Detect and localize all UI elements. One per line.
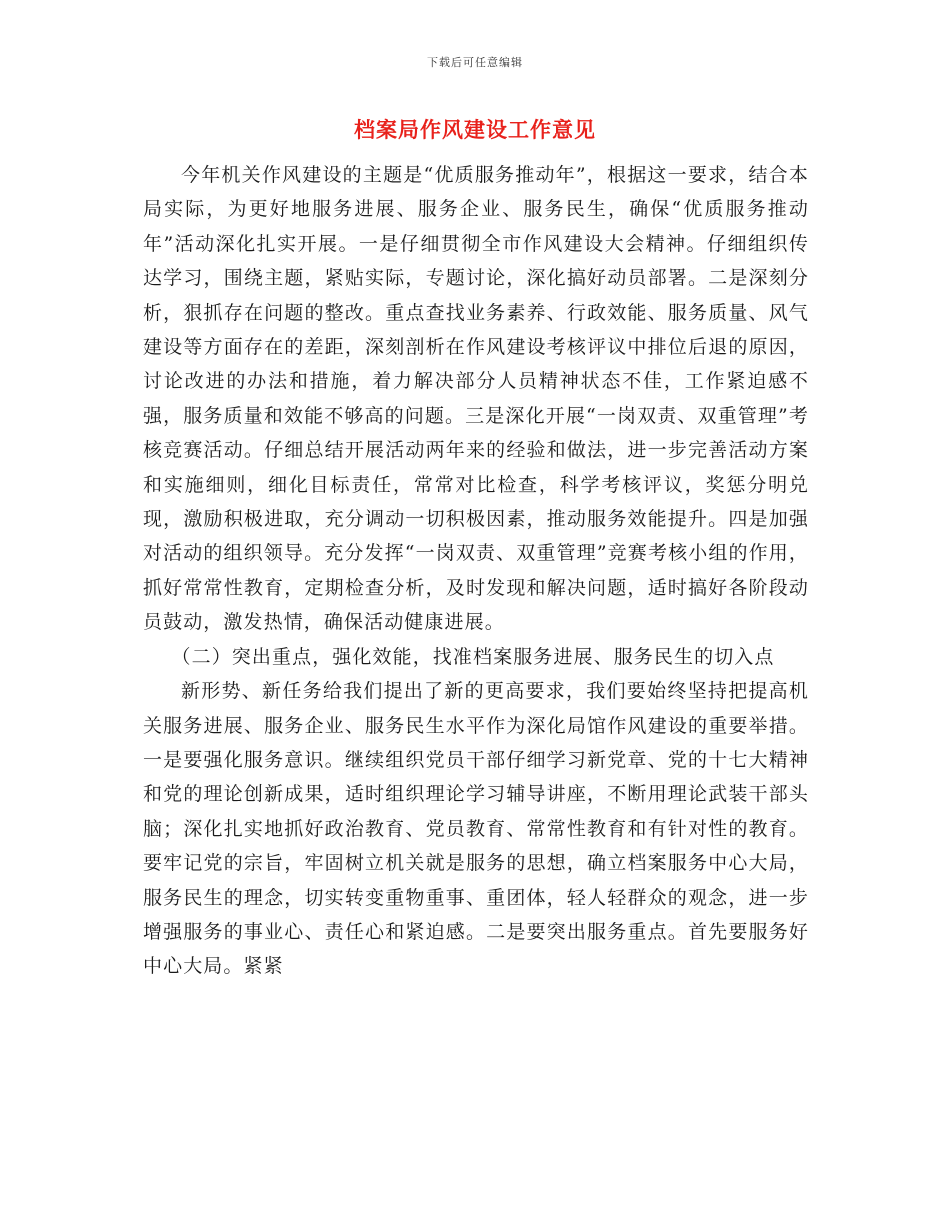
document-title: 档案局作风建设工作意见 [354, 117, 596, 142]
page-header-note: 下载后可任意编辑 [427, 56, 523, 69]
document-body [143, 158, 809, 984]
body-paragraph: 今年机关作风建设的主题是“优质服务推动年”，根据这一要求，结合本局实际，为更好地服务进展、服务企业、服务民生，确保“优质服务推动年”活动深化扎实开展。一是仔细贯彻全市作风建设大会精神。仔细组织传达学习，围绕主题，紧贴实际，专题讨论，深化搞好动员部署。二是深刻分析，狠抓存在问题的整改。重点查找业务素养、行政效能、服务质量、风气建设等方面存在的差距，深刻剖析在作风建设考核评议中排位后退的原因，讨论改进的办法和措施，着力解决部分人员精神状态不佳，工作紧迫感不强，服务质量和效能不够高的问题。三是深化开展“一岗双责、双重管理”考核竞赛活动。仔细总结开展活动两年来的经验和做法，进一步完善活动方案和实施细则，细化目标责任，常常对比检查，科学考核评议，奖惩分明兑现，激励积极进取，充分调动一切积极因素，推动服务效能提升。四是加强对活动的组织领导。充分发挥“一岗双责、双重管理”竞赛考核小组的作用，抓好常常性教育，定期检查分析，及时发现和解决问题，适时搞好各阶段动员鼓动，激发热情，确保活动健康进展。 [143, 164, 809, 634]
body-paragraph: 新形势、新任务给我们提出了新的更高要求，我们要始终坚持把提高机关服务进展、服务企业、服务民生水平作为深化局馆作风建设的重要举措。一是要强化服务意识。继续组织党员干部仔细学习新党章、党的十七大精神和党的理论创新成果，适时组织理论学习辅导讲座，不断用理论武装干部头脑；深化扎实地抓好政治教育、党员教育、常常性教育和有针对性的教育。要牢记党的宗旨，牢固树立机关就是服务的思想，确立档案服务中心大局，服务民生的理念，切实转变重物重事、重团体，轻人轻群众的观念，进一步增强服务的事业心、责任心和紧迫感。二是要突出服务重点。首先要服务好中心大局。紧紧 [143, 680, 809, 978]
section-subheading: （二）突出重点，强化效能，找准档案服务进展、服务民生的切入点 [171, 645, 775, 668]
